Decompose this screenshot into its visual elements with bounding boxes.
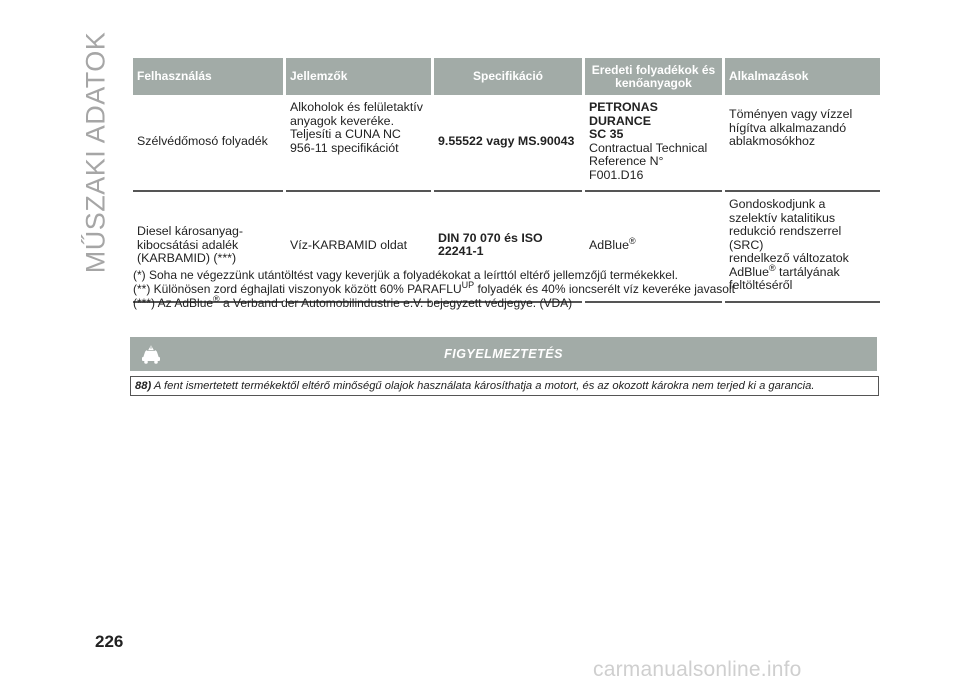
cell-specification (434, 95, 582, 192)
product-name: AdBlue (589, 237, 629, 252)
text-line: DIN 70 070 és ISO (438, 230, 543, 245)
section-side-title-text: MŰSZAKI ADATOK (80, 31, 111, 274)
text-line: 22241-1 (438, 244, 484, 259)
header-original-fluids: Eredeti folyadékok és kenőanyagok (585, 58, 722, 95)
car-warning-icon (140, 344, 162, 364)
text-line: Teljesíti a CUNA NC (290, 127, 401, 141)
header-specification: Specifikáció (434, 58, 582, 95)
text-line: ablakmosókhoz (729, 134, 816, 148)
text-fragment: (**) Különösen zord éghajlati viszonyok között 60% PARAFLU (133, 282, 462, 296)
characteristics-text: Víz-KARBAMID oldat (290, 237, 408, 252)
usage-text: Szélvédőmosó folyadék (137, 133, 268, 148)
text-line: Reference N° F001.D16 (589, 154, 664, 182)
cell-usage (133, 95, 283, 192)
warning-text: A fent ismertetett termékektől eltérő minőségű olajok használata károsíthatja a motort, és az okozott károkra nem terjed ki a garancia. (151, 380, 815, 392)
text-line: Contractual Technical (589, 140, 708, 155)
footnote-2 (133, 282, 873, 296)
product-name-line: PETRONAS DURANCE (589, 100, 658, 128)
text-line: hígítva alkalmazandó (729, 120, 847, 135)
cell-characteristics (286, 95, 431, 192)
warning-header (130, 337, 877, 371)
fluids-spec-table (130, 58, 883, 303)
text-fragment: (***) Az AdBlue (133, 296, 214, 310)
footnote-1: (*) Soha ne végezzünk utántöltést vagy keverjük a folyadékokat a leírttól eltérő jellemzőjű termékekkel. (133, 268, 678, 282)
warning-number: 88) (135, 380, 152, 392)
text-fragment: folyadék és 40% ioncserélt víz keveréke javasolt (474, 282, 735, 296)
product-name: AdBlue (729, 264, 769, 279)
text-line: kibocsátási adalék (137, 237, 239, 252)
superscript: UP (461, 280, 475, 290)
registered-mark: ® (768, 262, 776, 273)
text-line: Gondoskodjunk a (729, 197, 826, 211)
text-line: Töményen vagy vízzel (729, 107, 853, 121)
header-applications: Alkalmazások (725, 58, 880, 95)
watermark-text: carmanualsonline.info (593, 658, 802, 681)
text-line: feltöltéséről (729, 278, 793, 292)
table-header-row (133, 58, 880, 95)
text-line: Diesel károsanyag- (137, 224, 244, 238)
text-fragment: tartályának (775, 264, 840, 279)
registered-mark: ® (628, 235, 636, 246)
header-characteristics: Jellemzők (286, 58, 431, 95)
table-footnotes (133, 268, 873, 310)
product-name-line: SC 35 (589, 127, 624, 141)
text-line: Alkoholok és felületaktív (290, 100, 423, 114)
page-number: 226 (95, 632, 124, 651)
specification-text: 9.55522 vagy MS.90043 (438, 133, 575, 148)
text-line: redukció rendszerrel (SRC) (729, 224, 842, 252)
cell-applications (725, 95, 880, 192)
header-usage: Felhasználás (133, 58, 283, 95)
warning-text-box (130, 376, 879, 396)
text-line: (KARBAMID) (***) (137, 251, 237, 265)
text-fragment: a Verband der Automobilindustrie e.V. bejegyzett védjegye. (VDA) (219, 296, 573, 310)
cell-original-fluid (585, 95, 722, 192)
text-line: anyagok keveréke. (290, 113, 395, 128)
footnote-3 (133, 296, 873, 310)
table-row (133, 95, 880, 192)
text-line: 956-11 specifikációt (290, 140, 399, 155)
section-side-title (78, 31, 114, 274)
text-line: szelektív katalitikus (729, 210, 836, 225)
text-line: rendelkező változatok (729, 251, 849, 265)
warning-title: FIGYELMEZTETÉS (444, 347, 563, 361)
registered-mark: ® (213, 294, 220, 304)
